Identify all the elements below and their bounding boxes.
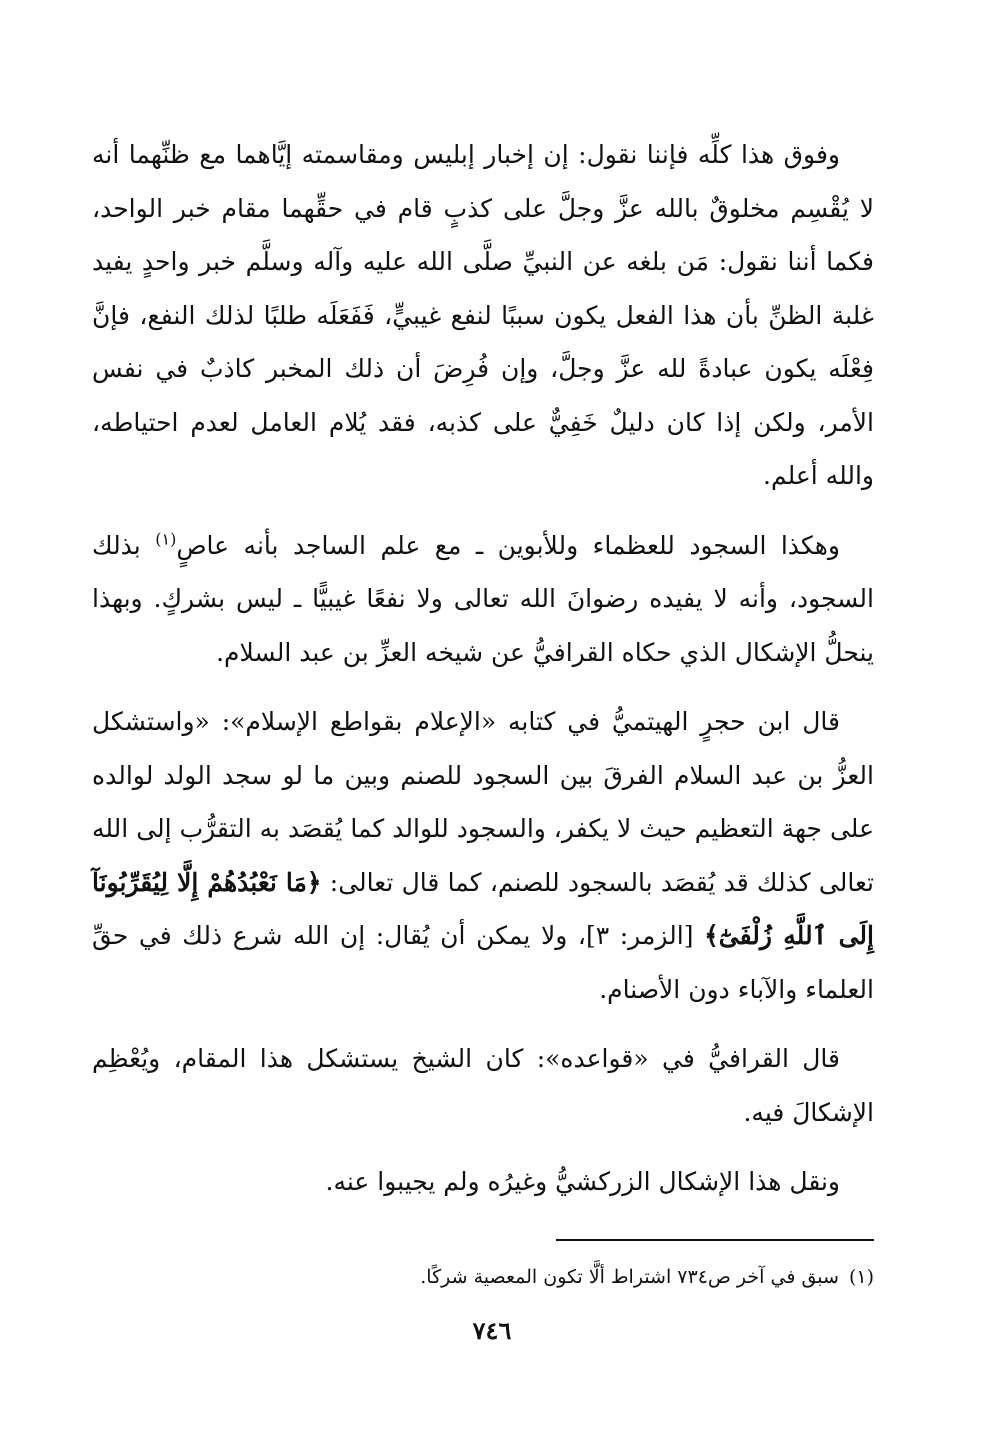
footnote bbox=[92, 1262, 874, 1292]
paragraph-5-text: ونقل هذا الإشكال الزركشيُّ وغيرُه ولم يجيبوا عنه. bbox=[325, 1167, 840, 1196]
paragraph-1 bbox=[92, 128, 874, 503]
footnote-number: (١) bbox=[848, 1266, 874, 1288]
paragraph-3-text-before: قال ابن حجرٍ الهيتميُّ في كتابه «الإعلام بقواطع الإسلام»: «واستشكل العزُّ بن عبد السلام الفرقَ بين السجود للصنم وبين ما لو سجد الولد لوالده على جهة التعظيم حيث لا يكفر، والسجود للوالد كما يُقصَد به التقرُّب إلى الله تعالى كذلك قد يُقصَد بالسجود للصنم، كما قال تعالى: bbox=[92, 707, 874, 897]
paragraph-3 bbox=[92, 695, 874, 1016]
main-text bbox=[92, 128, 874, 1209]
footnote-divider bbox=[556, 1239, 874, 1241]
paragraph-4 bbox=[92, 1032, 874, 1139]
paragraph-1-text: وفوق هذا كلِّه فإننا نقول: إن إخبار إبليس ومقاسمته إيَّاهما مع ظنِّهما أنه لا يُقْسِم مخلوقٌ بالله عزَّ وجلَّ على كذبٍ قام في حقِّهما مقام خبر الواحد، فكما أننا نقول: مَن بلغه عن النبيِّ صلَّى الله عليه وآله وسلَّم خبر واحدٍ يفيد غلبة الظنِّ بأن هذا الفعل يكون سببًا لنفع غيبيٍّ، فَفَعَلَه طلبًا لذلك النفع، فإنَّ فِعْلَه يكون عبادةً لله عزَّ وجلَّ، وإن فُرِضَ أن ذلك المخبر كاذبٌ في نفس الأمر، ولكن إذا كان دليلٌ خَفِيٌّ على كذبه، فقد يُلام العامل لعدم احتياطه، والله أعلم. bbox=[92, 140, 874, 490]
paragraph-2-text-after: بذلك السجود، وأنه لا يفيده رضوانَ الله تعالى ولا نفعًا غيبيًّا ـ ليس بشركٍ. وبهذا ينحلُّ الإشكال الذي حكاه القرافيُّ عن شيخه العزِّ بن عبد السلام. bbox=[92, 530, 874, 667]
footnote-text: سبق في آخر ص٧٣٤ اشتراط ألَّا تكون المعصية شركًا. bbox=[420, 1266, 839, 1288]
paragraph-2-text-before: وهكذا السجود للعظماء وللأبوين ـ مع علم الساجد بأنه عاصٍ bbox=[176, 530, 840, 560]
paragraph-2 bbox=[92, 519, 874, 680]
quran-verse: ﴿مَا نَعْبُدُهُمْ إِلَّا لِيُقَرِّبُونَآ إِلَى ٱللَّهِ زُلْفَىٰٓ﴾ bbox=[92, 867, 874, 950]
paragraph-4-text: قال القرافيُّ في «قواعده»: كان الشيخ يستشكل هذا المقام، ويُعْظِم الإشكالَ فيه. bbox=[92, 1044, 874, 1127]
paragraph-3-text-after: [الزمر: ٣]، ولا يمكن أن يُقال: إن الله شرع ذلك في حقِّ العلماء والآباء دون الأصنام. bbox=[92, 921, 874, 1004]
footnote-marker[interactable]: (١) bbox=[155, 529, 177, 549]
page-number: ٧٤٦ bbox=[472, 1316, 512, 1345]
paragraph-5 bbox=[92, 1155, 874, 1209]
